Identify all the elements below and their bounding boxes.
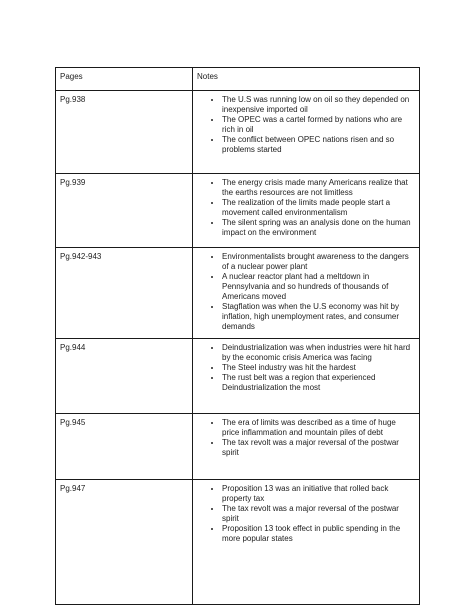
table-row (56, 91, 420, 174)
notes-list (197, 484, 415, 544)
page-cell: Pg.945 (56, 414, 193, 480)
page-cell: Pg.939 (56, 174, 193, 248)
note-item: • The conflict between OPEC nations risen and so problems started (222, 135, 415, 155)
table-row (56, 339, 420, 414)
notes-list (197, 95, 415, 155)
note-item: • The energy crisis made many Americans realize that the earths resources are not limitless (222, 178, 415, 198)
notes-cell (193, 414, 420, 480)
table-row (56, 480, 420, 605)
notes-cell (193, 248, 420, 339)
note-item: • The rust belt was a region that experienced Deindustrialization the most (222, 373, 415, 393)
notes-list (197, 418, 415, 458)
notes-cell (193, 339, 420, 414)
note-item: • Deindustrialization was when industries were hit hard by the economic crisis America was facing (222, 343, 415, 363)
note-item: • The U.S was running low on oil so they depended on inexpensive imported oil (222, 95, 415, 115)
notes-list (197, 343, 415, 393)
note-item: • Proposition 13 took effect in public spending in the more popular states (222, 524, 415, 544)
page-cell: Pg.944 (56, 339, 193, 414)
note-item: • The tax revolt was a major reversal of the postwar spirit (222, 504, 415, 524)
note-item: • The realization of the limits made people start a movement called environmentalism (222, 198, 415, 218)
notes-list (197, 252, 415, 332)
note-item: • The silent spring was an analysis done on the human impact on the environment (222, 218, 415, 238)
table-row (56, 174, 420, 248)
note-item: • Stagflation was when the U.S economy was hit by inflation, high unemployment rates, and consumer demands (222, 302, 415, 332)
note-item: • Environmentalists brought awareness to the dangers of a nuclear power plant (222, 252, 415, 272)
notes-cell (193, 174, 420, 248)
notes-list (197, 178, 415, 238)
note-item: • Proposition 13 was an initiative that rolled back property tax (222, 484, 415, 504)
note-item: • The tax revolt was a major reversal of the postwar spirit (222, 438, 415, 458)
table-row (56, 248, 420, 339)
note-item: • The OPEC was a cartel formed by nations who are rich in oil (222, 115, 415, 135)
table-row (56, 414, 420, 480)
note-item: • The era of limits was described as a time of huge price inflammation and mountain piles of debt (222, 418, 415, 438)
notes-column-header: Notes (193, 68, 420, 91)
note-item: • The Steel industry was hit the hardest (222, 363, 415, 373)
pages-column-header: Pages (56, 68, 193, 91)
note-item: • A nuclear reactor plant had a meltdown in Pennsylvania and so hundreds of thousands of Americans moved (222, 272, 415, 302)
notes-cell (193, 480, 420, 605)
page-cell: Pg.938 (56, 91, 193, 174)
notes-table (55, 67, 420, 605)
page-cell: Pg.947 (56, 480, 193, 605)
page-cell: Pg.942-943 (56, 248, 193, 339)
table-header-row (56, 68, 420, 91)
notes-cell (193, 91, 420, 174)
